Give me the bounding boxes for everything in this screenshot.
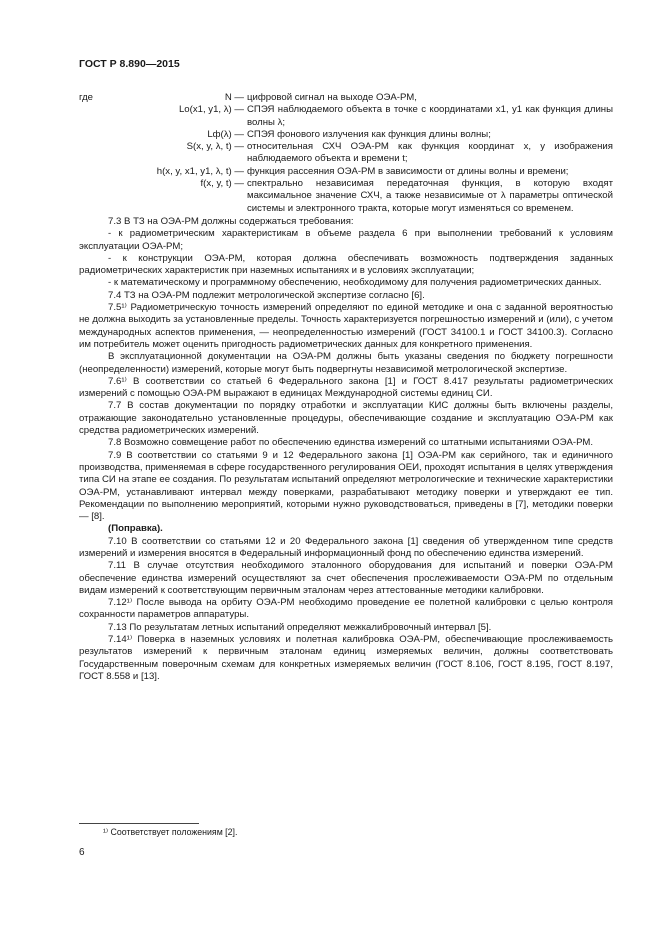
standard-header: ГОСТ Р 8.890—2015 bbox=[79, 58, 180, 70]
paragraph-7-3: 7.3 В ТЗ на ОЭА-РМ должны содержаться требования: bbox=[108, 215, 354, 227]
definition-row bbox=[79, 166, 613, 178]
paragraph-7-5: 7.5¹⁾ Радиометрическую точность измерений определяют по единой методике и она с заданной вероятностью не должна выходить за установленные пределы. Точность характеризуется погрешностью измерений и (или), с учетом международных аспектов применения, — неопределенностью измерений (ГОСТ 34100.1 и ГОСТ 34100.3). Согласно им потребитель может оценить пригодность радиометрических данных для конкретного применения. bbox=[79, 302, 613, 350]
definition-symbol: Lф(λ) — bbox=[207, 128, 244, 140]
paragraph-7-14: 7.14¹⁾ Поверка в наземных условиях и полетная калибровка ОЭА-РМ, обеспечивающие прослеживаемость результатов измерений к первичным эталонам единиц измеряемых величин, должны соответствовать Государственным поверочным схемам для конкретных измеряемых величин (ГОСТ 8.106, ГОСТ 8.195, ГОСТ 8.197, ГОСТ 8.558 и [13]. bbox=[79, 634, 613, 682]
paragraph-7-9: 7.9 В соответствии со статьями 9 и 12 Федерального закона [1] ОЭА-РМ как серийного, так и единичного производства, применяемая в сфере государственного регулирования ОЕИ, проходят испытания в целях утверждения типа СИ на этапе ее создания. По результатам испытаний определяют метрологические и технические характеристики ОЭА-РМ, устанавливают интервал между поверками, разрабатывают методику поверки и утверждают ее тип. Рекомендации по выполнению мероприятий, которыми нужно руководствоваться, приведены в [7], методики поверки — [8]. bbox=[79, 449, 613, 523]
definition-text: СПЭЯ фонового излучения как функция длины волны; bbox=[247, 128, 491, 140]
paragraph-7-5-continued: В эксплуатационной документации на ОЭА-РМ должны быть указаны сведения по бюджету погрешности (неопределенности) измерений, которые могут быть подвергнуты независимой метрологической экспертизе. bbox=[79, 351, 613, 375]
paragraph-7-10: 7.10 В соответствии со статьями 12 и 20 Федерального закона [1] сведения об утвержденном типе средств измерений и измерения вносятся в Федеральный информационный фонд по обеспечению единства измерений. bbox=[79, 535, 613, 559]
amendment-note: (Поправка). bbox=[108, 523, 163, 535]
definition-symbol: h(x, y, x1, y1, λ, t) — bbox=[156, 165, 244, 177]
definition-row bbox=[79, 104, 613, 129]
definition-symbol: N — bbox=[224, 92, 244, 103]
definition-text: спектрально независимая передаточная функция, в которую входят максимальное значение СХЧ, а также независимые от λ параметры оптической системы и электронного тракта, которые могут изменяться со временем. bbox=[247, 178, 613, 214]
definition-symbol: S(x, y, λ, t) — bbox=[186, 141, 244, 153]
definition-text: функция рассеяния ОЭА-РМ в зависимости от длины волны и времени; bbox=[247, 165, 569, 177]
paragraph-7-12: 7.12¹⁾ После вывода на орбиту ОЭА-РМ необходимо проведение ее полетной калибровки с целью контроля сохранности параметров аппаратуры. bbox=[79, 597, 613, 621]
paragraph-7-7: 7.7 В состав документации по порядку отработки и эксплуатации КИС должны быть включены разделы, отражающие законодательно установленные процедуры, обеспечивающие создание и эксплуатацию ОЭА-РМ как средства радиометрических измерений. bbox=[79, 400, 613, 437]
definition-text: цифровой сигнал на выходе ОЭА-РМ, bbox=[247, 92, 417, 103]
definition-symbol: f(x, y, t) — bbox=[200, 178, 244, 190]
definition-list bbox=[79, 92, 613, 215]
definition-row bbox=[79, 141, 613, 166]
where-label: где bbox=[79, 92, 94, 103]
definition-row bbox=[79, 129, 613, 141]
footnote: ¹⁾ Соответствует положениям [2]. bbox=[103, 827, 238, 837]
requirement-item: - к конструкции ОЭА-РМ, которая должна обеспечивать возможность подтверждения заданных радиометрических характеристик при наземных испытаниях и в условиях эксплуатации; bbox=[79, 252, 613, 277]
paragraph-7-13: 7.13 По результатам летных испытаний определяют межкалибровочный интервал [5]. bbox=[108, 621, 492, 633]
requirement-item: - к радиометрическим характеристикам в объеме раздела 6 при выполнении требований к условиям эксплуатации ОЭА-РМ; bbox=[79, 228, 613, 252]
definition-text: СПЭЯ наблюдаемого объекта в точке с координатами x1, y1 как функция длины волны λ; bbox=[247, 104, 613, 128]
paragraph-7-6: 7.6¹⁾ В соответствии со статьей 6 Федерального закона [1] и ГОСТ 8.417 результаты радиометрических измерений с помощью ОЭА-РМ выражают в единицах Международной системы единиц СИ. bbox=[79, 375, 613, 400]
page-number: 6 bbox=[79, 847, 85, 858]
definition-symbol: Lo(x1, y1, λ) — bbox=[178, 104, 244, 116]
definition-row bbox=[79, 178, 613, 215]
requirement-item: - к математическому и программному обеспечению, необходимому для получения радиометрических данных. bbox=[108, 277, 602, 289]
paragraph-7-4: 7.4 ТЗ на ОЭА-РМ подлежит метрологической экспертизе согласно [6]. bbox=[108, 289, 425, 301]
definition-text: относительная СХЧ ОЭА-РМ как функция координат x, y изображения наблюдаемого объекта и времени t; bbox=[247, 141, 613, 165]
paragraph-7-11: 7.11 В случае отсутствия необходимого эталонного оборудования для испытаний и поверки ОЭА-РМ обеспечение единства измерений осуществляют за счет обеспечения прослеживаемости ОЭА-РМ по отдельным видам измерений к соответствующим первичным эталонам через аттестованные методики калибровки. bbox=[79, 560, 613, 596]
page-content bbox=[79, 92, 613, 683]
footnote-divider bbox=[79, 823, 199, 824]
paragraph-7-8: 7.8 Возможно совмещение работ по обеспечению единства измерений со штатными испытаниями ОЭА-РМ. bbox=[108, 437, 594, 449]
definition-row bbox=[79, 92, 613, 104]
